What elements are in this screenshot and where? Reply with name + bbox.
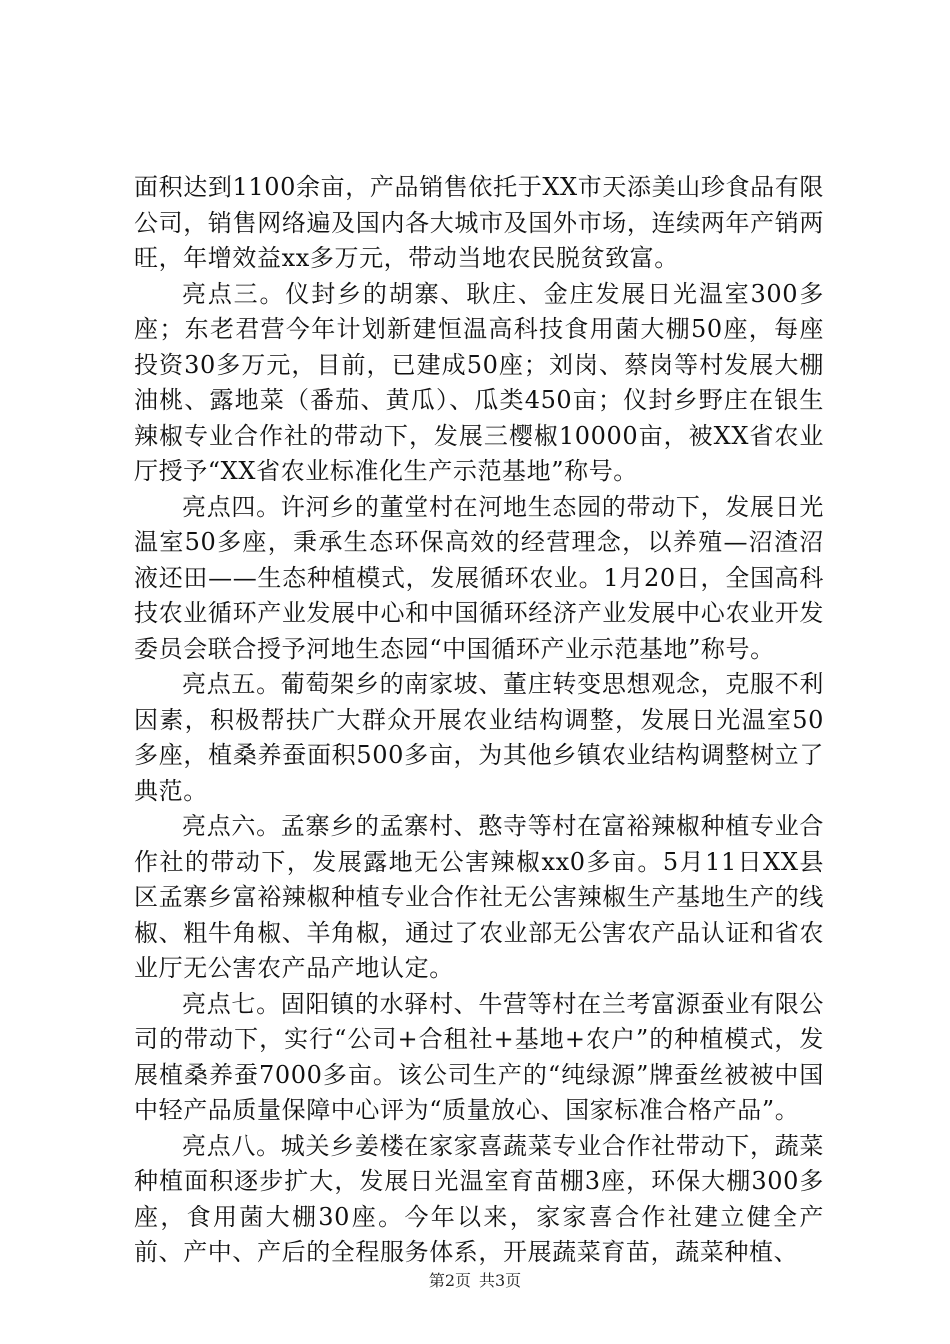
- paragraph-highlight-7: 亮点七。固阳镇的水驿村、牛营等村在兰考富源蚕业有限公司的带动下，实行“公司+合租社+基地+农户”的种植模式，发展植桑养蚕7000多亩。该公司生产的“纯绿源”牌蚕丝被被中国中轻产品质量保障中心评为“质量放心、国家标准合格产品”。: [134, 989, 824, 1124]
- paragraph-highlight-4: 亮点四。许河乡的董堂村在河地生态园的带动下，发展日光温室50多座，秉承生态环保高效的经营理念，以养殖—沼渣沼液还田——生态种植模式，发展循环农业。1月20日，全国高科技农业循环产业发展中心和中国循环经济产业发展中心农业开发委员会联合授予河地生态园“中国循环产业示范基地”称号。: [134, 492, 824, 663]
- paragraph-continuation: 面积达到1100余亩，产品销售依托于XX市天添美山珍食品有限公司，销售网络遍及国内各大城市及国外市场，连续两年产销两旺，年增效益xx多万元，带动当地农民脱贫致富。: [134, 173, 824, 272]
- document-body: [134, 170, 824, 1271]
- paragraph-highlight-5: 亮点五。葡萄架乡的南家坡、董庄转变思想观念，克服不利因素，积极帮扶广大群众开展农业结构调整，发展日光温室50多座，植桑养蚕面积500多亩，为其他乡镇农业结构调整树立了典范。: [134, 670, 824, 805]
- paragraph-highlight-3: 亮点三。仪封乡的胡寨、耿庄、金庄发展日光温室300多座；东老君营今年计划新建恒温高科技食用菌大棚50座，每座投资30多万元，目前，已建成50座；刘岗、蔡岗等村发展大棚油桃、露地菜（番茄、黄瓜）、瓜类450亩；仪封乡野庄在银生辣椒专业合作社的带动下，发展三樱椒10000亩，被XX省农业厅授予“XX省农业标准化生产示范基地”称号。: [134, 279, 824, 485]
- page-number: 第2页: [428, 1271, 471, 1290]
- page-total: 共3页: [479, 1271, 522, 1290]
- paragraph-highlight-8: 亮点八。城关乡姜楼在家家喜蔬菜专业合作社带动下，蔬菜种植面积逐步扩大，发展日光温室育苗棚3座，环保大棚300多座，食用菌大棚30座。今年以来，家家喜合作社建立健全产前、产中、产后的全程服务体系，开展蔬菜育苗，蔬菜种植、: [134, 1131, 824, 1266]
- paragraph-highlight-6: 亮点六。孟寨乡的孟寨村、憨寺等村在富裕辣椒种植专业合作社的带动下，发展露地无公害辣椒xx0多亩。5月11日XX县区孟寨乡富裕辣椒种植专业合作社无公害辣椒生产基地生产的线椒、粗牛角椒、羊角椒，通过了农业部无公害农产品认证和省农业厅无公害农产品产地认定。: [134, 812, 824, 982]
- page-footer: [0, 1271, 950, 1291]
